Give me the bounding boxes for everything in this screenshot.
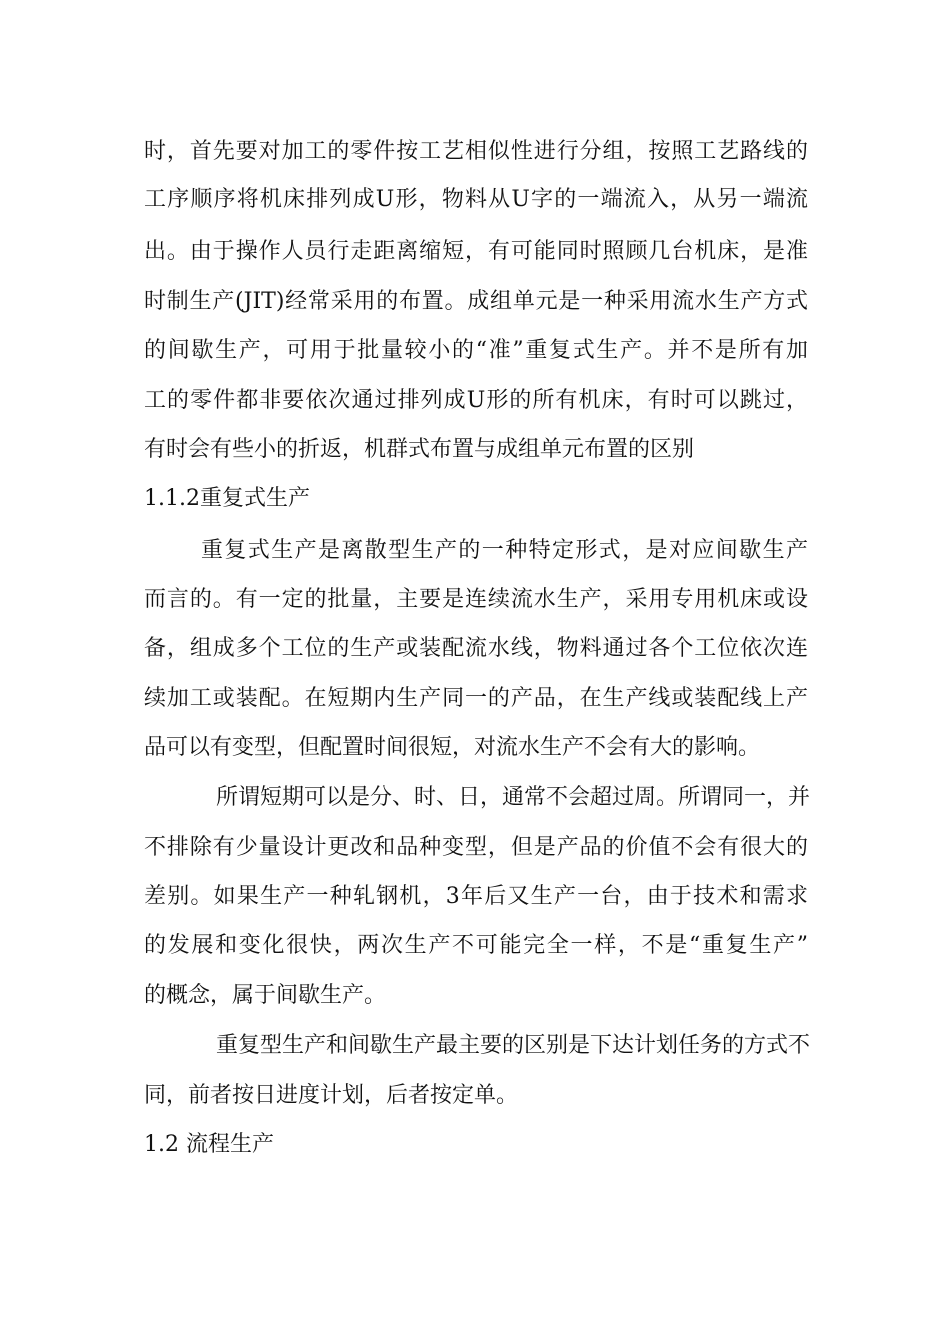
paragraph-1-line-5: 的间歇生产，可用于批量较小的“准”重复式生产。并不是所有加 xyxy=(144,338,808,363)
paragraph-3-line-3: 差别。如果生产一种轧钢机，3年后又生产一台，由于技术和需求 xyxy=(144,884,808,909)
paragraph-1-line-4: 时制生产(JIT)经常采用的布置。成组单元是一种采用流水生产方式 xyxy=(144,289,808,314)
section-heading-1-2: 1.2 流程生产 xyxy=(144,1132,274,1157)
paragraph-3-line-2: 不排除有少量设计更改和品种变型，但是产品的价值不会有很大的 xyxy=(144,835,808,860)
paragraph-2-line-4: 续加工或装配。在短期内生产同一的产品，在生产线或装配线上产 xyxy=(144,686,808,711)
paragraph-1-line-2: 工序顺序将机床排列成U形，物料从U字的一端流入，从另一端流 xyxy=(144,187,808,212)
section-heading-1-1-2: 1.1.2重复式生产 xyxy=(144,486,310,511)
paragraph-4-line-1: 重复型生产和间歇生产最主要的区别是下达计划任务的方式不 xyxy=(216,1033,811,1058)
paragraph-1-line-3: 出。由于操作人员行走距离缩短，有可能同时照顾几台机床，是准 xyxy=(144,239,808,264)
paragraph-3-line-5: 的概念，属于间歇生产。 xyxy=(144,983,387,1008)
paragraph-2-line-5: 品可以有变型，但配置时间很短，对流水生产不会有大的影响。 xyxy=(144,735,761,760)
paragraph-1-line-1: 时，首先要对加工的零件按工艺相似性进行分组，按照工艺路线的 xyxy=(144,139,808,164)
paragraph-3-line-4: 的发展和变化很快，两次生产不可能完全一样，不是“重复生产” xyxy=(144,933,808,958)
paragraph-1-line-6: 工的零件都非要依次通过排列成U形的所有机床，有时可以跳过， xyxy=(144,388,808,413)
paragraph-3-line-1: 所谓短期可以是分、时、日，通常不会超过周。所谓同一，并 xyxy=(216,785,811,810)
paragraph-2-line-3: 备，组成多个工位的生产或装配流水线，物料通过各个工位依次连 xyxy=(144,636,808,661)
paragraph-2-line-2: 而言的。有一定的批量，主要是连续流水生产，采用专用机床或设 xyxy=(144,587,808,612)
paragraph-1-line-7: 有时会有些小的折返，机群式布置与成组单元布置的区别 xyxy=(144,437,695,462)
paragraph-2-line-1: 重复式生产是离散型生产的一种特定形式，是对应间歇生产 xyxy=(201,538,808,563)
paragraph-4-line-2: 同，前者按日进度计划，后者按定单。 xyxy=(144,1083,519,1108)
